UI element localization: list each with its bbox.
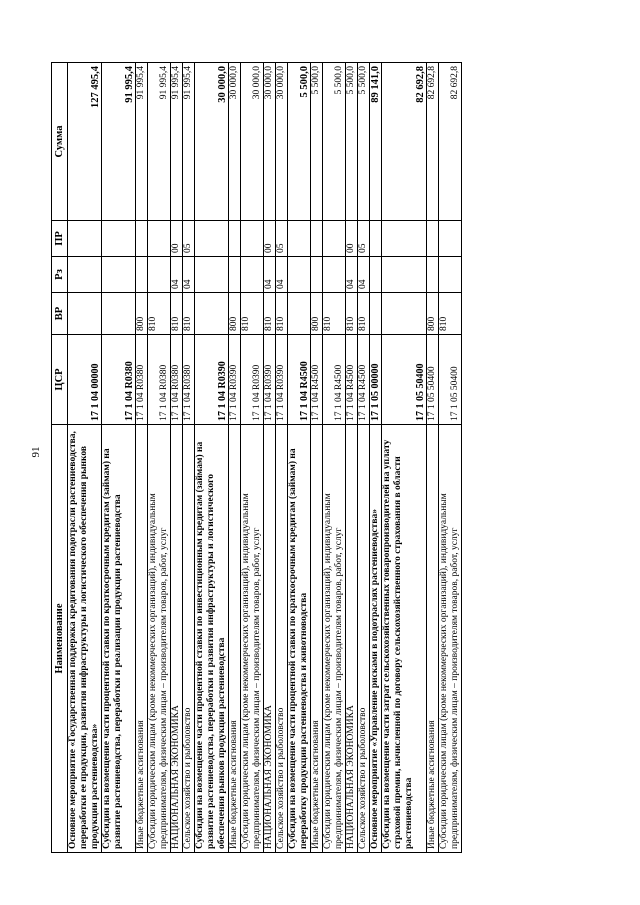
- cell-vr: 810: [323, 293, 346, 335]
- table-row: [136, 63, 148, 853]
- cell-sum: 5 500,0: [346, 63, 358, 221]
- cell-pr: [241, 221, 264, 257]
- cell-sum: 30 000,0: [276, 63, 288, 221]
- header-rz: Рз: [52, 257, 68, 293]
- table-header: [52, 63, 68, 853]
- cell-sum: 5 500,0: [288, 63, 311, 221]
- table-row: [183, 63, 195, 853]
- cell-rz: 04: [171, 257, 183, 293]
- cell-rz: 04: [276, 257, 288, 293]
- cell-sum: 91 995,4: [102, 63, 136, 221]
- cell-rz: [288, 257, 311, 293]
- cell-csr: 17 1 05 50400: [439, 335, 462, 425]
- table-row: [148, 63, 171, 853]
- cell-name: Субсидии на возмещение части процентной ставки по краткосрочным кредитам (займам) на развитие растениеводства, переработки и реализации продукции растениеводства: [102, 425, 136, 853]
- cell-vr: 810: [346, 293, 358, 335]
- cell-name: Иные бюджетные ассигнования: [229, 425, 241, 853]
- cell-rz: [382, 257, 427, 293]
- table-body: [68, 63, 462, 853]
- cell-rz: [148, 257, 171, 293]
- cell-vr: 810: [439, 293, 462, 335]
- header-name: Наименование: [52, 425, 68, 853]
- cell-name: НАЦИОНАЛЬНАЯ ЭКОНОМИКА: [171, 425, 183, 853]
- cell-pr: 00: [346, 221, 358, 257]
- table-row: [311, 63, 323, 853]
- cell-sum: 30 000,0: [195, 63, 229, 221]
- table-row: [382, 63, 427, 853]
- cell-vr: 810: [241, 293, 264, 335]
- cell-vr: 810: [183, 293, 195, 335]
- cell-pr: [439, 221, 462, 257]
- table-row: [195, 63, 229, 853]
- cell-rz: 04: [346, 257, 358, 293]
- cell-pr: 05: [183, 221, 195, 257]
- table-row: [276, 63, 288, 853]
- cell-vr: [288, 293, 311, 335]
- cell-vr: 800: [311, 293, 323, 335]
- cell-pr: [427, 221, 439, 257]
- cell-vr: 810: [148, 293, 171, 335]
- page-number: 91: [30, 446, 42, 458]
- cell-csr: 17 1 04 R4500: [346, 335, 358, 425]
- cell-name: Основное мероприятие «Управление рисками в подотраслях растениеводства»: [370, 425, 382, 853]
- cell-rz: [102, 257, 136, 293]
- cell-pr: [136, 221, 148, 257]
- cell-pr: [288, 221, 311, 257]
- cell-name: Сельское хозяйство и рыболовство: [276, 425, 288, 853]
- cell-vr: 810: [358, 293, 370, 335]
- cell-csr: 17 1 04 R0380: [183, 335, 195, 425]
- cell-name: Субсидии на возмещение части процентной ставки по инвестиционным кредитам (займам) на развитие растениеводства, переработки и развития инфраструктуры и логистического обеспечения рынков продукции растениеводства: [195, 425, 229, 853]
- cell-pr: [195, 221, 229, 257]
- table-row: [241, 63, 264, 853]
- cell-sum: 5 500,0: [323, 63, 346, 221]
- cell-vr: 800: [229, 293, 241, 335]
- cell-csr: 17 1 04 R0390: [195, 335, 229, 425]
- cell-csr: 17 1 04 R4500: [358, 335, 370, 425]
- cell-rz: [370, 257, 382, 293]
- cell-sum: 30 000,0: [264, 63, 276, 221]
- cell-csr: 17 1 04 R0390: [229, 335, 241, 425]
- cell-sum: 82 692,8: [382, 63, 427, 221]
- cell-sum: 5 500,0: [311, 63, 323, 221]
- table-row: [346, 63, 358, 853]
- cell-sum: 82 692,8: [439, 63, 462, 221]
- cell-csr: 17 1 04 R0380: [171, 335, 183, 425]
- table-row: [439, 63, 462, 853]
- cell-csr: 17 1 05 50400: [427, 335, 439, 425]
- budget-table: [51, 62, 462, 853]
- table-row: [171, 63, 183, 853]
- cell-rz: [195, 257, 229, 293]
- cell-csr: 17 1 04 R0390: [241, 335, 264, 425]
- cell-csr: 17 1 04 00000: [68, 335, 102, 425]
- table-row: [323, 63, 346, 853]
- cell-vr: [102, 293, 136, 335]
- cell-csr: 17 1 04 R0390: [264, 335, 276, 425]
- cell-sum: 91 995,4: [171, 63, 183, 221]
- cell-sum: 91 995,4: [148, 63, 171, 221]
- cell-vr: 810: [171, 293, 183, 335]
- cell-name: Субсидии юридическим лицам (кроме некоммерческих организаций), индивидуальным предпринимателям, физическим лицам – производителям товаров, работ, услуг: [323, 425, 346, 853]
- cell-name: Иные бюджетные ассигнования: [311, 425, 323, 853]
- cell-rz: [427, 257, 439, 293]
- cell-pr: [323, 221, 346, 257]
- table-row: [288, 63, 311, 853]
- cell-pr: [102, 221, 136, 257]
- cell-csr: 17 1 04 R4500: [288, 335, 311, 425]
- table-row: [102, 63, 136, 853]
- cell-rz: [229, 257, 241, 293]
- header-csr: ЦСР: [52, 335, 68, 425]
- cell-sum: 127 495,4: [68, 63, 102, 221]
- cell-name: НАЦИОНАЛЬНАЯ ЭКОНОМИКА: [264, 425, 276, 853]
- cell-sum: 30 000,0: [229, 63, 241, 221]
- cell-pr: 00: [171, 221, 183, 257]
- cell-sum: 91 995,4: [136, 63, 148, 221]
- rotated-table-container: [51, 63, 596, 853]
- cell-csr: 17 1 05 00000: [370, 335, 382, 425]
- cell-csr: 17 1 05 50400: [382, 335, 427, 425]
- cell-rz: [136, 257, 148, 293]
- cell-name: Сельское хозяйство и рыболовство: [183, 425, 195, 853]
- cell-name: Основное мероприятие «Государственная поддержка кредитования подотрасли растениеводства, переработки ее продукции, развития инфраструктуры и логистического обеспечения рынков продукции растениеводства»: [68, 425, 102, 853]
- cell-rz: [439, 257, 462, 293]
- cell-rz: [241, 257, 264, 293]
- cell-pr: 05: [276, 221, 288, 257]
- cell-rz: 04: [264, 257, 276, 293]
- cell-name: Сельское хозяйство и рыболовство: [358, 425, 370, 853]
- cell-csr: 17 1 04 R0380: [102, 335, 136, 425]
- cell-name: Субсидии юридическим лицам (кроме некоммерческих организаций), индивидуальным предпринимателям, физическим лицам – производителям товаров, работ, услуг: [241, 425, 264, 853]
- cell-rz: 04: [183, 257, 195, 293]
- cell-pr: [311, 221, 323, 257]
- cell-sum: 89 141,0: [370, 63, 382, 221]
- cell-vr: [195, 293, 229, 335]
- cell-sum: 91 995,4: [183, 63, 195, 221]
- cell-sum: 5 500,0: [358, 63, 370, 221]
- cell-vr: [382, 293, 427, 335]
- table-row: [229, 63, 241, 853]
- cell-name: Субсидии на возмещение части затрат сельскохозяйственных товаропроизводителей на уплату страховой премии, начисленной по договору сельскохозяйственного страхования в области растениеводства: [382, 425, 427, 853]
- cell-vr: 810: [264, 293, 276, 335]
- header-vr: ВР: [52, 293, 68, 335]
- header-sum: Сумма: [52, 63, 68, 221]
- cell-pr: 05: [358, 221, 370, 257]
- cell-csr: 17 1 04 R0390: [276, 335, 288, 425]
- table-row: [264, 63, 276, 853]
- cell-csr: 17 1 04 R0380: [148, 335, 171, 425]
- cell-pr: [68, 221, 102, 257]
- header-pr: ПР: [52, 221, 68, 257]
- cell-pr: 00: [264, 221, 276, 257]
- table-row: [68, 63, 102, 853]
- cell-rz: [68, 257, 102, 293]
- cell-csr: 17 1 04 R0380: [136, 335, 148, 425]
- cell-vr: [68, 293, 102, 335]
- cell-vr: [370, 293, 382, 335]
- cell-rz: [323, 257, 346, 293]
- cell-name: Иные бюджетные ассигнования: [427, 425, 439, 853]
- table-row: [358, 63, 370, 853]
- cell-vr: 810: [276, 293, 288, 335]
- cell-name: НАЦИОНАЛЬНАЯ ЭКОНОМИКА: [346, 425, 358, 853]
- cell-name: Иные бюджетные ассигнования: [136, 425, 148, 853]
- cell-sum: 82 692,8: [427, 63, 439, 221]
- cell-name: Субсидии юридическим лицам (кроме некоммерческих организаций), индивидуальным предпринимателям, физическим лицам – производителям товаров, работ, услуг: [148, 425, 171, 853]
- cell-vr: 800: [427, 293, 439, 335]
- table-row: [427, 63, 439, 853]
- cell-name: Субсидии юридическим лицам (кроме некоммерческих организаций), индивидуальным предпринимателям, физическим лицам – производителям товаров, работ, услуг: [439, 425, 462, 853]
- cell-rz: [311, 257, 323, 293]
- table-row: [370, 63, 382, 853]
- cell-csr: 17 1 04 R4500: [311, 335, 323, 425]
- cell-pr: [382, 221, 427, 257]
- cell-csr: 17 1 04 R4500: [323, 335, 346, 425]
- cell-pr: [370, 221, 382, 257]
- cell-vr: 800: [136, 293, 148, 335]
- cell-rz: 04: [358, 257, 370, 293]
- cell-name: Субсидии на возмещение части процентной ставки по краткосрочным кредитам (займам) на переработку продукции растениеводства и животноводства: [288, 425, 311, 853]
- cell-pr: [148, 221, 171, 257]
- cell-pr: [229, 221, 241, 257]
- cell-sum: 30 000,0: [241, 63, 264, 221]
